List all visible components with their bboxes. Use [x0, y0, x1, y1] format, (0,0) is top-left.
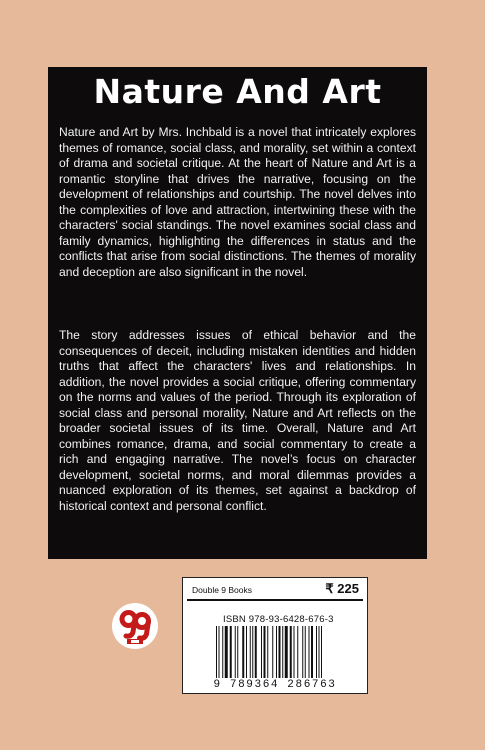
double-9-logo-icon — [112, 603, 158, 649]
barcode-price-box — [182, 577, 368, 694]
barcode-bar — [230, 626, 232, 678]
barcode-bar — [219, 626, 220, 678]
barcode-bar — [316, 626, 317, 678]
barcode-bar — [255, 626, 257, 678]
barcode-bar — [261, 626, 262, 678]
barcode-bar — [294, 626, 295, 678]
publisher-name: Double 9 Books — [192, 585, 253, 595]
barcode-bar — [276, 626, 277, 678]
barcode-bar — [216, 626, 217, 678]
barcode-bar — [279, 626, 281, 678]
barcode-bar — [302, 626, 303, 678]
barcode-bar — [290, 626, 292, 678]
barcode-bar — [311, 626, 313, 678]
back-cover-blurb-panel — [48, 67, 427, 559]
book-title: Nature And Art — [93, 72, 382, 111]
barcode-graphic — [216, 626, 336, 682]
barcode-bar — [246, 626, 247, 678]
blurb-paragraph-2: The story addresses issues of ethical behavior and the consequences of deceit, including mistaken identities and hidden truths that affect the characters' lives and relationships. In addition, the novel provides a social critique, offering commentary on the norms and values of the period. Through its exploration of social class and personal morality, Nature and Art reflects on the broader societal issues of its time. Overall, Nature and Art combines romance, drama, and social commentary to create a rich and engaging narrative. The novel’s focus on character development, societal norms, and moral dilemmas provides a nuanced exploration of its themes, set against a backdrop of historical context and personal conflict. — [59, 328, 416, 514]
ean-number: 9 789364 286763 — [213, 679, 337, 691]
barcode-bar — [252, 626, 253, 678]
barcode-bar — [282, 626, 283, 678]
publisher-logo — [112, 603, 158, 649]
barcode-bar — [305, 626, 306, 678]
barcode-bar — [267, 626, 268, 678]
barcode-bar — [225, 626, 228, 678]
barcode-bar — [309, 626, 310, 678]
barcode-bar — [250, 626, 251, 678]
blurb-paragraph-1: Nature and Art by Mrs. Inchbald is a novel that intricately explores themes of romance, social class, and morality, set within a context of drama and societal critique. At the heart of Nature and Art is a romantic storyline that drives the narrative, focusing on the development of relationships and courtship. The novel delves into the complexities of love and attraction, intertwining these with the characters' social standings. The novel examines social class and family dynamics, highlighting the differences in status and the conflicts that arise from social distinctions. The themes of morality and deception are also significant in the novel. — [59, 125, 416, 279]
barcode-bar — [237, 626, 238, 678]
barcode-bar — [235, 626, 236, 678]
divider — [187, 599, 363, 601]
barcode-bar — [321, 626, 322, 678]
barcode-bar — [222, 626, 223, 678]
barcode-bar — [242, 626, 244, 678]
barcode-bar — [264, 626, 266, 678]
price-label: ₹ 225 — [325, 581, 359, 596]
barcode-bar — [297, 626, 298, 678]
barcode-bar — [272, 626, 273, 678]
isbn-text: ISBN 978-93-6428-676-3 — [223, 614, 334, 625]
barcode-bar — [319, 626, 320, 678]
barcode-bar — [285, 626, 288, 678]
